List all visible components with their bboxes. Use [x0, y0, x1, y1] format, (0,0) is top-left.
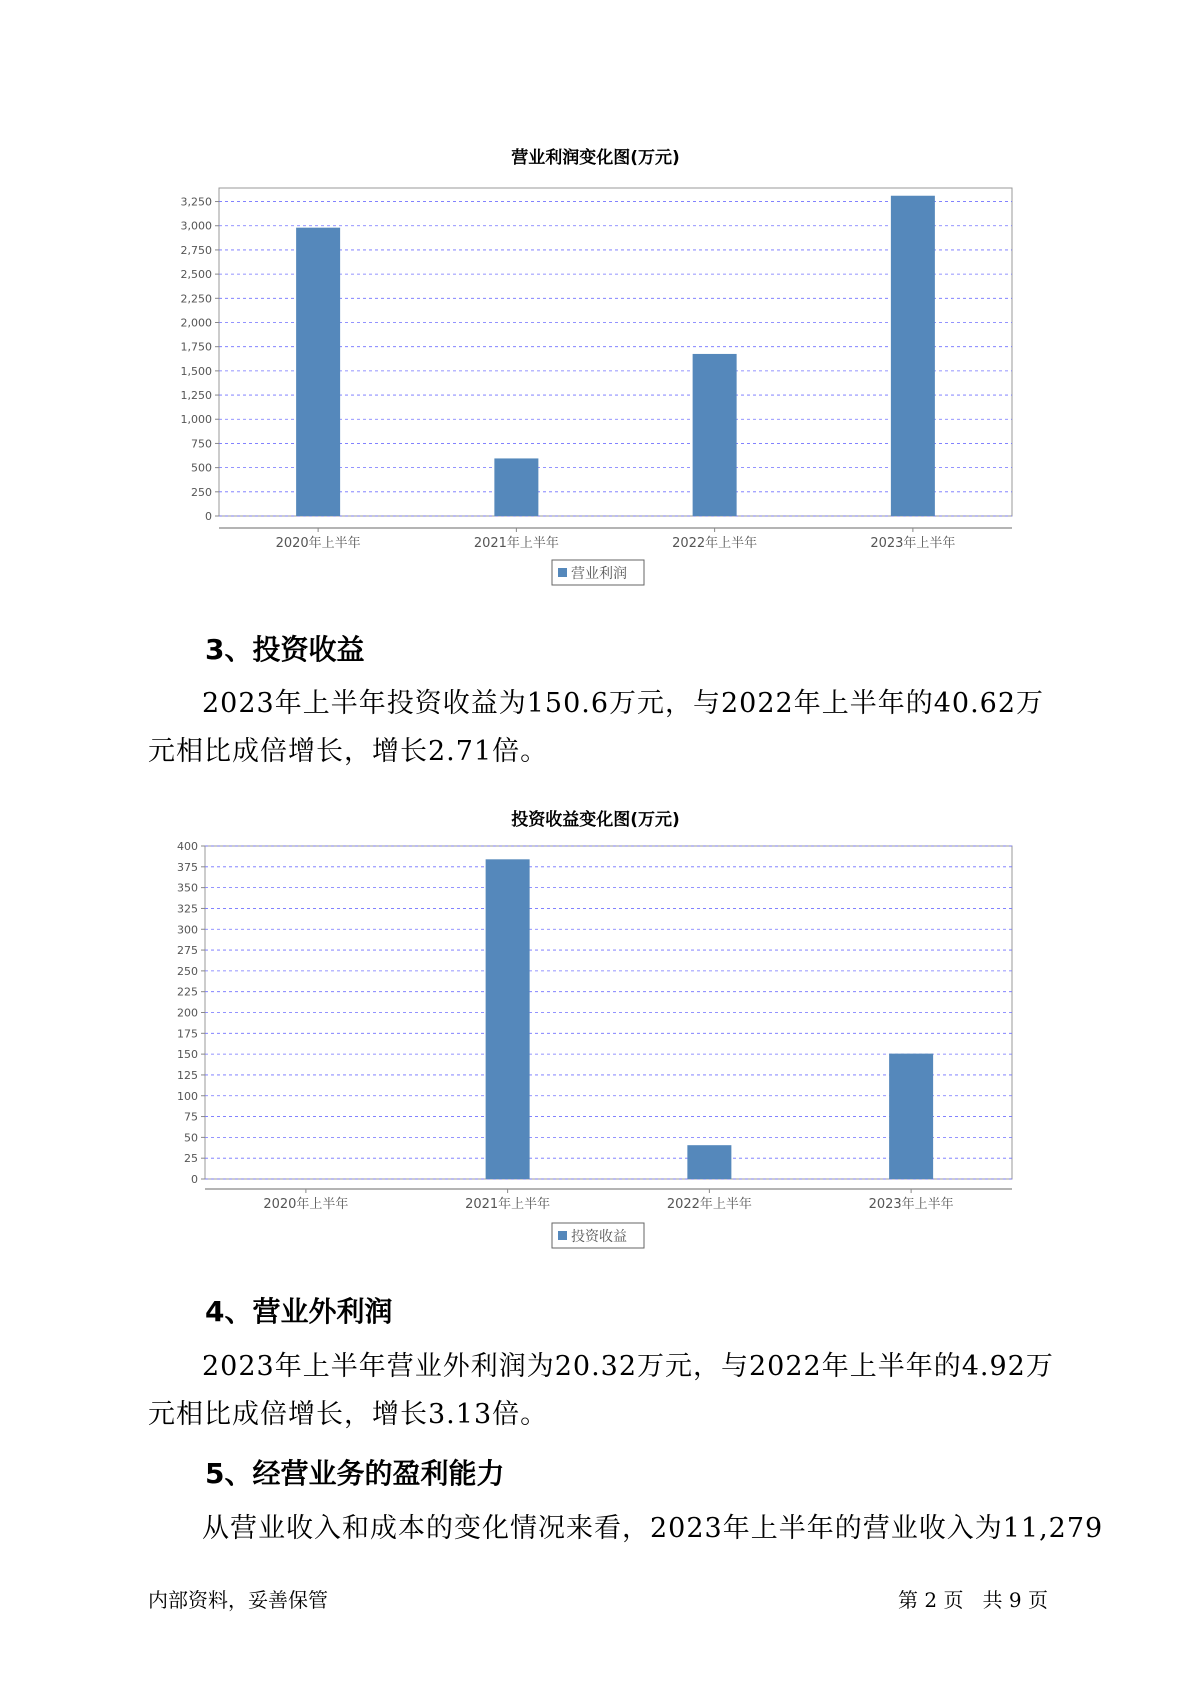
x-tick-label: 2022年上半年: [666, 1197, 752, 1212]
y-tick-label: 25: [184, 1152, 198, 1166]
section-5-heading: 5、经营业务的盈利能力: [205, 1457, 505, 1490]
y-tick-label: 1,500: [180, 364, 212, 378]
y-tick-label: 75: [184, 1110, 198, 1124]
y-tick-label: 2,500: [180, 268, 212, 282]
legend-swatch: [558, 568, 567, 577]
y-tick-label: 2,000: [180, 316, 212, 330]
section-4-heading: 4、营业外利润: [205, 1295, 393, 1328]
y-tick-label: 250: [191, 485, 212, 499]
section-4-paragraph: [148, 1343, 1068, 1439]
bar-2: [486, 859, 530, 1179]
legend-swatch: [558, 1231, 567, 1240]
y-tick-label: 50: [184, 1131, 198, 1145]
chart-2-title: 投资收益变化图(万元): [511, 810, 680, 830]
y-tick-label: 2,250: [180, 292, 212, 306]
x-tick-label: 2021年上半年: [473, 536, 559, 551]
section-3-paragraph: [148, 680, 1068, 776]
bar-1: [296, 228, 340, 516]
x-tick-label: 2021年上半年: [465, 1197, 551, 1212]
y-tick-label: 2,750: [180, 243, 212, 257]
y-tick-label: 250: [177, 964, 198, 978]
section-3-heading: 3、投资收益: [205, 633, 365, 666]
y-tick-label: 300: [177, 923, 198, 937]
section-3-text: 2023年上半年投资收益为150.6万元，与2022年上半年的40.62万元相比成倍增长，增长2.71倍。: [148, 688, 1045, 767]
y-tick-label: 1,750: [180, 340, 212, 354]
y-tick-label: 225: [177, 985, 198, 999]
x-tick-label: 2020年上半年: [275, 536, 361, 551]
y-tick-label: 1,000: [180, 413, 212, 427]
bar-3: [693, 354, 737, 516]
legend-label: 营业利润: [571, 566, 627, 582]
y-tick-label: 175: [177, 1027, 198, 1041]
y-tick-label: 0: [205, 510, 212, 523]
footer-page-number: 第 2 页 共 9 页: [898, 1588, 1048, 1612]
x-tick-label: 2020年上半年: [263, 1197, 349, 1212]
y-tick-label: 0: [191, 1173, 198, 1186]
bar-4: [889, 1054, 933, 1179]
y-tick-label: 150: [177, 1048, 198, 1062]
x-tick-label: 2023年上半年: [868, 1197, 954, 1212]
y-tick-label: 325: [177, 902, 198, 916]
bar-4: [891, 196, 935, 516]
bar-2: [494, 458, 538, 516]
y-tick-label: 375: [177, 860, 198, 874]
y-tick-label: 275: [177, 944, 198, 958]
x-tick-label: 2022年上半年: [672, 536, 758, 551]
y-tick-label: 100: [177, 1089, 198, 1103]
section-4-text: 2023年上半年营业外利润为20.32万元，与2022年上半年的4.92万元相比成倍增长，增长3.13倍。: [148, 1351, 1054, 1430]
y-tick-label: 200: [177, 1006, 198, 1020]
legend-label: 投资收益: [571, 1229, 627, 1245]
bar-3: [687, 1145, 731, 1179]
section-5-text: 从营业收入和成本的变化情况来看，2023年上半年的营业收入为11,279: [202, 1513, 1104, 1544]
section-5-paragraph: [148, 1505, 1104, 1553]
y-tick-label: 750: [191, 437, 212, 451]
operating-profit-chart: [0, 180, 1191, 600]
y-tick-label: 125: [177, 1068, 198, 1082]
y-tick-label: 1,250: [180, 389, 212, 403]
y-tick-label: 3,000: [180, 219, 212, 233]
investment-income-chart: [0, 838, 1191, 1258]
x-tick-label: 2023年上半年: [870, 536, 956, 551]
y-tick-label: 500: [191, 461, 212, 475]
y-tick-label: 400: [177, 840, 198, 853]
footer-confidential: 内部资料，妥善保管: [148, 1588, 328, 1612]
y-tick-label: 3,250: [180, 195, 212, 209]
chart-1-title: 营业利润变化图(万元): [511, 148, 680, 168]
y-tick-label: 350: [177, 881, 198, 895]
